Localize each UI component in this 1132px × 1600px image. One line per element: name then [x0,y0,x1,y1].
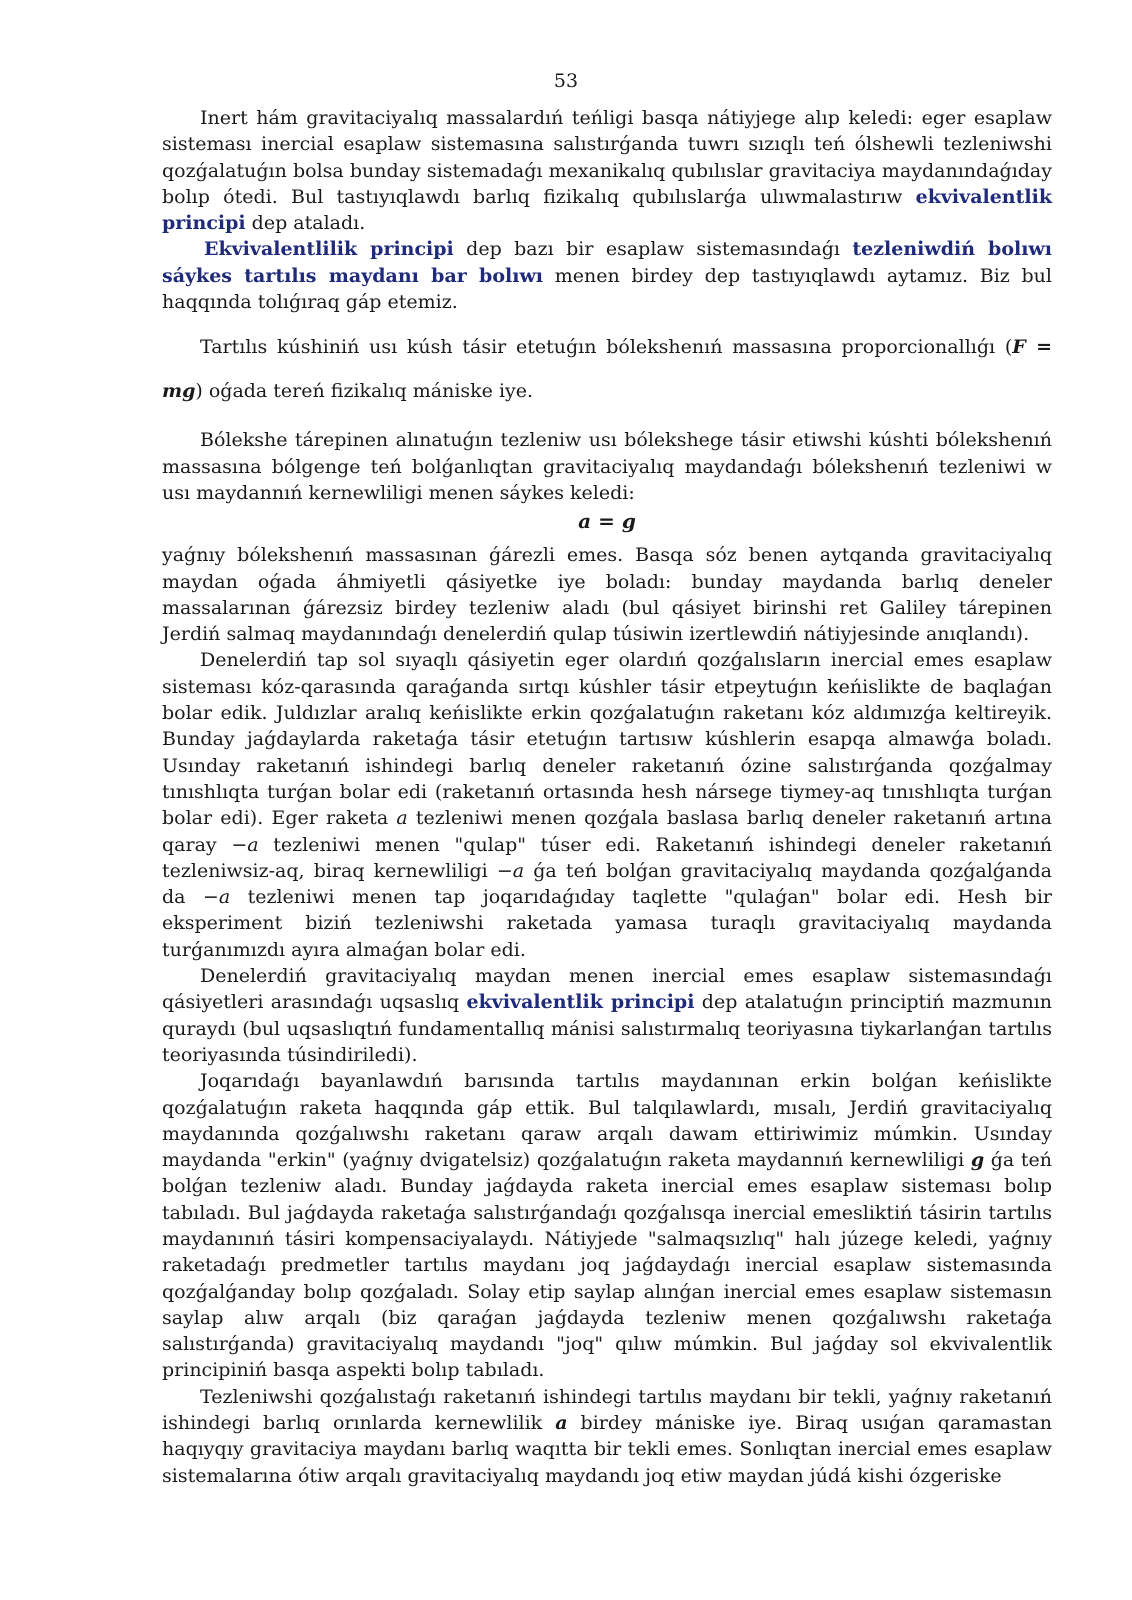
paragraph-text: menen birdey dep tastıyıqlawdı aytamız. Biz bul haqqında tolıǵıraq gáp etemiz. [162,264,1052,314]
symbol-a: a [396,807,408,830]
paragraph-text: tezleniwi menen qozǵala baslasa barlıq deneler raketanıń artına qaray [162,807,1052,856]
paragraph-text: tezleniwi menen tap joqarıdaǵıday taqlette "qulaǵan" bolar edi. Hesh bir eksperiment biziń tezleniwshi raketada yamasa turaqlı gravitaciyalıq maydanda turǵanımızdı ayıra almaǵan bolar edi. [162,886,1052,961]
page-number: 53 [553,70,579,92]
paragraph-mass-independence [162,542,1052,647]
paragraph-gravity-proportionality [162,325,1052,413]
paragraph-text: Denelerdiń gravitaciyalıq maydan menen inercial emes esaplaw sistemasındaǵı qásiyetleri arasındaǵı uqsaslıq [162,965,1052,1014]
term-acceleration-field: tezleniwdiń bolıwı sáykes tartılıs maydanı bar bolıwı [162,238,1052,287]
paragraph-rocket-example [162,647,1052,963]
paragraph-text: Tartılıs kúshiniń usı kúsh tásir etetuǵın bólekshenıń massasına proporcionallıǵı ( [200,336,1013,359]
term-equivalence-principle: ekvivalentlik principi [466,991,695,1014]
paragraph-text: yaǵnıy bólekshenıń massasınan ǵárezli emes. Basqa sóz benen aytqanda gravitaciyalıq maydan oǵada áhmiyetli qásiyetke iye boladı: bunday maydanda barlıq deneler massalarınan ǵárezsiz birdey tezleniw aladı (bul qásiyet birinshi ret Galiley tárepinen Jerdiń salmaq maydanındaǵı denelerdiń qulap túsiwin izertlewdiń nátiyjesinde anıqlandı). [162,544,1052,646]
symbol-a-bold [555,1412,567,1434]
term-equivalence-principle: Ekvivalentlilik principi [204,238,454,261]
symbol-g-text: g [970,1149,985,1172]
inline-formula: F = mg [162,336,1053,403]
paragraph-text: ) oǵada tereń fizikalıq mániske iye. [195,380,534,403]
paragraph-text: ǵa teń bolǵan tezleniw aladı. Bunday jaǵdayda raketa inercial emes esaplaw sisteması bolıp tabıladı. Bul jaǵdayda raketaǵa salıstırǵandaǵı qozǵalısqa inercial emesliktiń tásirin tartılıs maydanınıń tásiri kompensaciyalaydı. Nátiyjede "salmaqsızlıq" halı júzege keledi, yaǵnıy raketadaǵı predmetler tartılıs maydanı joq jaǵdaydaǵı inercial esaplaw sistemasında qozǵalǵanday bolıp qozǵaladı. Solay etip saylap alınǵan inercial emes esaplaw sistemasın saylap alıw arqalı (biz qaraǵan jaǵdayda tezleniw menen qozǵalıwshı raketaǵa salıstırǵanda) gravitaciyalıq maydandı "joq" qılıw múmkin. Bul jaǵday sol ekvivalentlik principiniń basqa aspekti bolıp tabıladı. [162,1149,1052,1382]
page-body [162,105,1052,1489]
paragraph-text: birdey mániske iye. Biraq usıǵan qaramastan haqıyqıy gravitaciya maydanı barlıq waqıtta bir tekli emes. Sonlıqtan inercial emes esaplaw sistemalarına ótiw arqalı gravitaciyalıq maydandı joq etiw maydan júdá kishi ózgeriske [162,1412,1052,1487]
paragraph-uniform-field [162,1384,1052,1489]
paragraph-similarity [162,963,1052,1068]
symbol-a-text: a [555,1412,568,1435]
term-equivalence-principle: ekvivalentlik principi [162,185,1052,235]
paragraph-text: Denelerdiń tap sol sıyaqlı qásiyetin eger olardıń qozǵalısların inercial emes esaplaw sisteması kóz-qarasında qaraǵanda sırtqı kúshler tásir etpeytuǵın keńislikte de baqlaǵan bolar edik. Juldızlar aralıq keńislikte erkin qozǵalatuǵın raketanı kóz aldımızǵa keltireyik. Bunday jaǵdaylarda raketaǵa tásir etetuǵın tartısıw kúshlerin esapqa almawǵa boladı. Usınday raketanıń ishindegi barlıq deneler raketanıń ózine salıstırǵanda qozǵalmay tınıshlıqta turǵan bolar edi (raketanıń ortasında hesh nársege tiymey-aq tınıshlıqta turǵan bolar edi). Eger raketa [162,649,1052,830]
paragraph-text: dep atalatuǵın principtiń mazmunın quraydı (bul uqsaslıqtıń fundamentallıq mánisi salıstırmalıq teoriyasına tiykarlanǵan tartılıs teoriyasında túsindiriledi). [162,991,1052,1066]
symbol-minus-a: −a [231,833,259,856]
paragraph-text: Bólekshe tárepinen alınatuǵın tezleniw usı bólekshege tásir etiwshi kúshti bólekshenıń massasına bólgenge teń bolǵanlıqtan gravitaciyalıq maydandaǵı bólekshenıń tezleniwi w usı maydannıń kernewliligi menen sáykes keledi: [162,429,1052,504]
paragraph-text: Tezleniwshi qozǵalıstaǵı raketanıń ishindegi tartılıs maydanı bir tekli, yaǵnıy raketanıń ishindegi barlıq orınlarda kernewlilik [162,1385,1052,1435]
display-formula: a = g [578,509,636,534]
paragraph-free-fall-rocket [162,1068,1052,1384]
paragraph-text: dep bazı bir esaplaw sistemasındaǵı [453,238,853,261]
paragraph-text: dep ataladı. [245,212,366,235]
paragraph-particle-acceleration [162,427,1052,506]
paragraph-text: Joqarıdaǵı bayanlawdıń barısında tartılıs maydanınan erkin bolǵan keńislikte qozǵalatuǵın raketa haqqında gáp ettik. Bul talqılawlardı, mısalı, Jerdiń gravitaciyalıq maydanında qozǵalıwshı raketanı qaraw arqalı dawam ettiriwimiz múmkin. Usınday maydanda "erkin" (yaǵnıy dvigatelsiz) qozǵalatuǵın raketa maydannıń kernewliligi [162,1070,1052,1172]
paragraph-equivalence-definition [162,236,1052,315]
symbol-g [971,1149,984,1171]
symbol-minus-a: −a [202,886,231,909]
paragraph-inert-mass [162,105,1052,236]
paragraph-text: ǵa teń bolǵan gravitaciyalıq maydanda qozǵalǵanda da [162,859,1052,909]
symbol-minus-a: −a [496,859,525,882]
paragraph-text: Inert hám gravitaciyalıq massalardıń teńligi basqa nátiyjege alıp keledi: eger esaplaw sisteması inercial esaplaw sistemasına salıstırǵanda tuwrı sızıqlı teń ólshewli tezleniwshi qozǵalatuǵın bolsa bunday sistemadaǵı mexanikalıq qubılıslar gravitaciya maydanındaǵıday bolıp ótedi. Bul tastıyıqlawdı barlıq fizikalıq qubılıslarǵa ulıwmalastırıw [162,107,1052,208]
paragraph-text: tezleniwi menen "qulap" túser edi. Raketanıń ishindegi deneler raketanıń tezleniwsiz-aq, biraq kernewliligi [162,833,1052,882]
